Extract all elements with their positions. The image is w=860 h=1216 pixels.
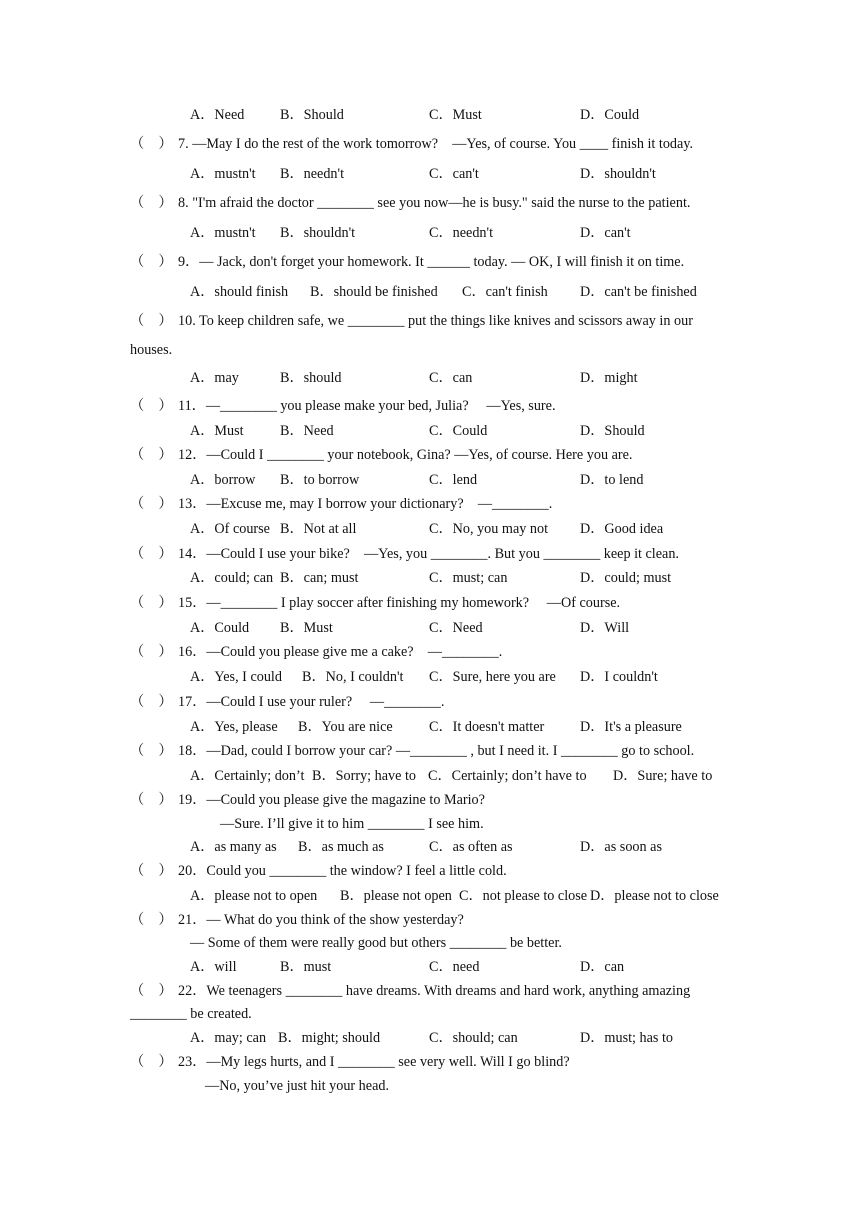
question-11 [130, 397, 556, 415]
question-text: 20．Could you ________ the window? I feel a little cold. [178, 863, 507, 879]
option-a: A．please not to open [190, 888, 318, 904]
question-22 [130, 982, 690, 1000]
option-d: D．can't [580, 225, 631, 241]
question-text: 21．— What do you think of the show yesterday? [178, 912, 464, 928]
option-a: A．Yes, please [190, 719, 278, 735]
option-d: D．Should [580, 423, 645, 439]
option-c: C．can't [429, 166, 479, 182]
option-d: D．Good idea [580, 521, 664, 537]
option-a: A．may [190, 370, 239, 386]
option-c: C．as often as [429, 839, 513, 855]
option-b: B．might; should [278, 1030, 381, 1046]
dialogue-reply: —No, you’ve just hit your head. [205, 1078, 390, 1094]
option-c: C．can [429, 370, 473, 386]
question-18 [130, 742, 694, 760]
question-continuation: ________ be created. [130, 1006, 252, 1022]
answer-blank: （ ） [130, 136, 173, 152]
dialogue-reply: —Sure. I’ll give it to him ________ I see him. [220, 816, 484, 832]
question-text: 16．—Could you please give me a cake? —________. [178, 644, 503, 660]
option-c: C．must; can [429, 570, 508, 586]
option-a: A．will [190, 959, 237, 975]
option-a: A．Of course [190, 521, 270, 537]
option-b: B．should [280, 370, 342, 386]
option-a: A．may; can [190, 1030, 267, 1046]
option-b: B．You are nice [298, 719, 393, 735]
option-d: D．It's a pleasure [580, 719, 682, 735]
option-d: D．shouldn't [580, 166, 656, 182]
option-a: A．Need [190, 107, 245, 123]
answer-blank: （ ） [130, 644, 173, 660]
question-text: 7. —May I do the rest of the work tomorrow? —Yes, of course. You ____ finish it today. [178, 136, 694, 152]
option-b: B．to borrow [280, 472, 360, 488]
option-a: A．Could [190, 620, 250, 636]
option-c: C．No, you may not [429, 521, 549, 537]
option-c: C．It doesn't matter [429, 719, 545, 735]
option-a: A．as many as [190, 839, 277, 855]
option-a: A．should finish [190, 284, 289, 300]
option-c: C．should; can [429, 1030, 518, 1046]
question-text: 15．—________ I play soccer after finishing my homework? —Of course. [178, 595, 621, 611]
question-text: 23．—My legs hurts, and I ________ see very well. Will I go blind? [178, 1054, 570, 1070]
option-b: B．Not at all [280, 521, 357, 537]
question-text: 14．—Could I use your bike? —Yes, you ________. But you ________ keep it clean. [178, 546, 679, 562]
question-text: 9．— Jack, don't forget your homework. It ______ today. — OK, I will finish it on time. [178, 254, 685, 270]
option-d: D．to lend [580, 472, 644, 488]
option-c: C．need [429, 959, 480, 975]
option-b: B．shouldn't [280, 225, 356, 241]
answer-blank: （ ） [130, 447, 173, 463]
option-c: C．Certainly; don’t have to [428, 768, 587, 784]
option-c: C．can't finish [462, 284, 548, 300]
answer-blank: （ ） [130, 195, 173, 211]
question-12 [130, 446, 632, 464]
option-d: D．please not to close [590, 888, 719, 904]
option-b: B．should be finished [310, 284, 438, 300]
option-c: C．Could [429, 423, 488, 439]
question-text: 22．We teenagers ________ have dreams. With dreams and hard work, anything amazing [178, 983, 691, 999]
answer-blank: （ ） [130, 694, 173, 710]
answer-blank: （ ） [130, 496, 173, 512]
answer-blank: （ ） [130, 792, 173, 808]
question-19 [130, 791, 485, 809]
option-c: C．Need [429, 620, 483, 636]
answer-blank: （ ） [130, 1054, 173, 1070]
option-a: A．mustn't [190, 225, 256, 241]
question-13 [130, 495, 552, 513]
option-b: B．Must [280, 620, 333, 636]
option-a: A．Must [190, 423, 244, 439]
question-text: 18．—Dad, could I borrow your car? —________ , but I need it. I ________ go to school. [178, 743, 695, 759]
option-c: C．lend [429, 472, 478, 488]
option-d: D．I couldn't [580, 669, 658, 685]
option-c: C．needn't [429, 225, 494, 241]
question-23 [130, 1053, 570, 1071]
option-b: B．Sorry; have to [312, 768, 417, 784]
question-9 [130, 253, 684, 271]
question-text: 8. "I'm afraid the doctor ________ see you now—he is busy." said the nurse to the patient. [178, 195, 691, 211]
option-d: D．Sure; have to [613, 768, 713, 784]
option-b: B．Should [280, 107, 344, 123]
question-16 [130, 643, 502, 661]
answer-blank: （ ） [130, 595, 173, 611]
question-text: 19．—Could you please give the magazine to Mario? [178, 792, 485, 808]
question-text: 12．—Could I ________ your notebook, Gina? —Yes, of course. Here you are. [178, 447, 633, 463]
option-d: D．might [580, 370, 638, 386]
option-a: A．could; can [190, 570, 274, 586]
dialogue-reply: — Some of them were really good but others ________ be better. [190, 935, 562, 951]
answer-blank: （ ） [130, 912, 173, 928]
answer-blank: （ ） [130, 743, 173, 759]
question-text: 17．—Could I use your ruler? —________. [178, 694, 445, 710]
option-d: D．can [580, 959, 625, 975]
question-10 [130, 312, 693, 330]
answer-blank: （ ） [130, 398, 173, 414]
option-b: B．Need [280, 423, 334, 439]
question-continuation: houses. [130, 342, 173, 358]
option-b: B．must [280, 959, 332, 975]
option-d: D．Could [580, 107, 640, 123]
question-14 [130, 545, 679, 563]
answer-blank: （ ） [130, 254, 173, 270]
option-c: C．not please to close [459, 888, 588, 904]
question-21 [130, 911, 464, 929]
answer-blank: （ ） [130, 546, 173, 562]
option-a: A．borrow [190, 472, 256, 488]
option-b: B．No, I couldn't [302, 669, 404, 685]
question-text: 13．—Excuse me, may I borrow your dictionary? —________. [178, 496, 553, 512]
question-text: 10. To keep children safe, we ________ put the things like knives and scissors away in our [178, 313, 693, 329]
option-b: B．as much as [298, 839, 384, 855]
question-text: 11．—________ you please make your bed, Julia? —Yes, sure. [178, 398, 556, 414]
option-c: C．Sure, here you are [429, 669, 556, 685]
option-b: B．can; must [280, 570, 359, 586]
question-15 [130, 594, 620, 612]
answer-blank: （ ） [130, 313, 173, 329]
option-a: A．Yes, I could [190, 669, 282, 685]
option-b: B．please not open [340, 888, 452, 904]
question-17 [130, 693, 444, 711]
answer-blank: （ ） [130, 983, 173, 999]
question-8 [130, 194, 690, 212]
option-d: D．can't be finished [580, 284, 697, 300]
question-20 [130, 862, 507, 880]
option-d: D．must; has to [580, 1030, 674, 1046]
answer-blank: （ ） [130, 863, 173, 879]
question-7 [130, 135, 693, 153]
option-a: A．Certainly; don’t [190, 768, 305, 784]
option-b: B．needn't [280, 166, 345, 182]
option-d: D．could; must [580, 570, 672, 586]
option-a: A．mustn't [190, 166, 256, 182]
option-d: D．Will [580, 620, 630, 636]
option-c: C．Must [429, 107, 482, 123]
option-d: D．as soon as [580, 839, 662, 855]
